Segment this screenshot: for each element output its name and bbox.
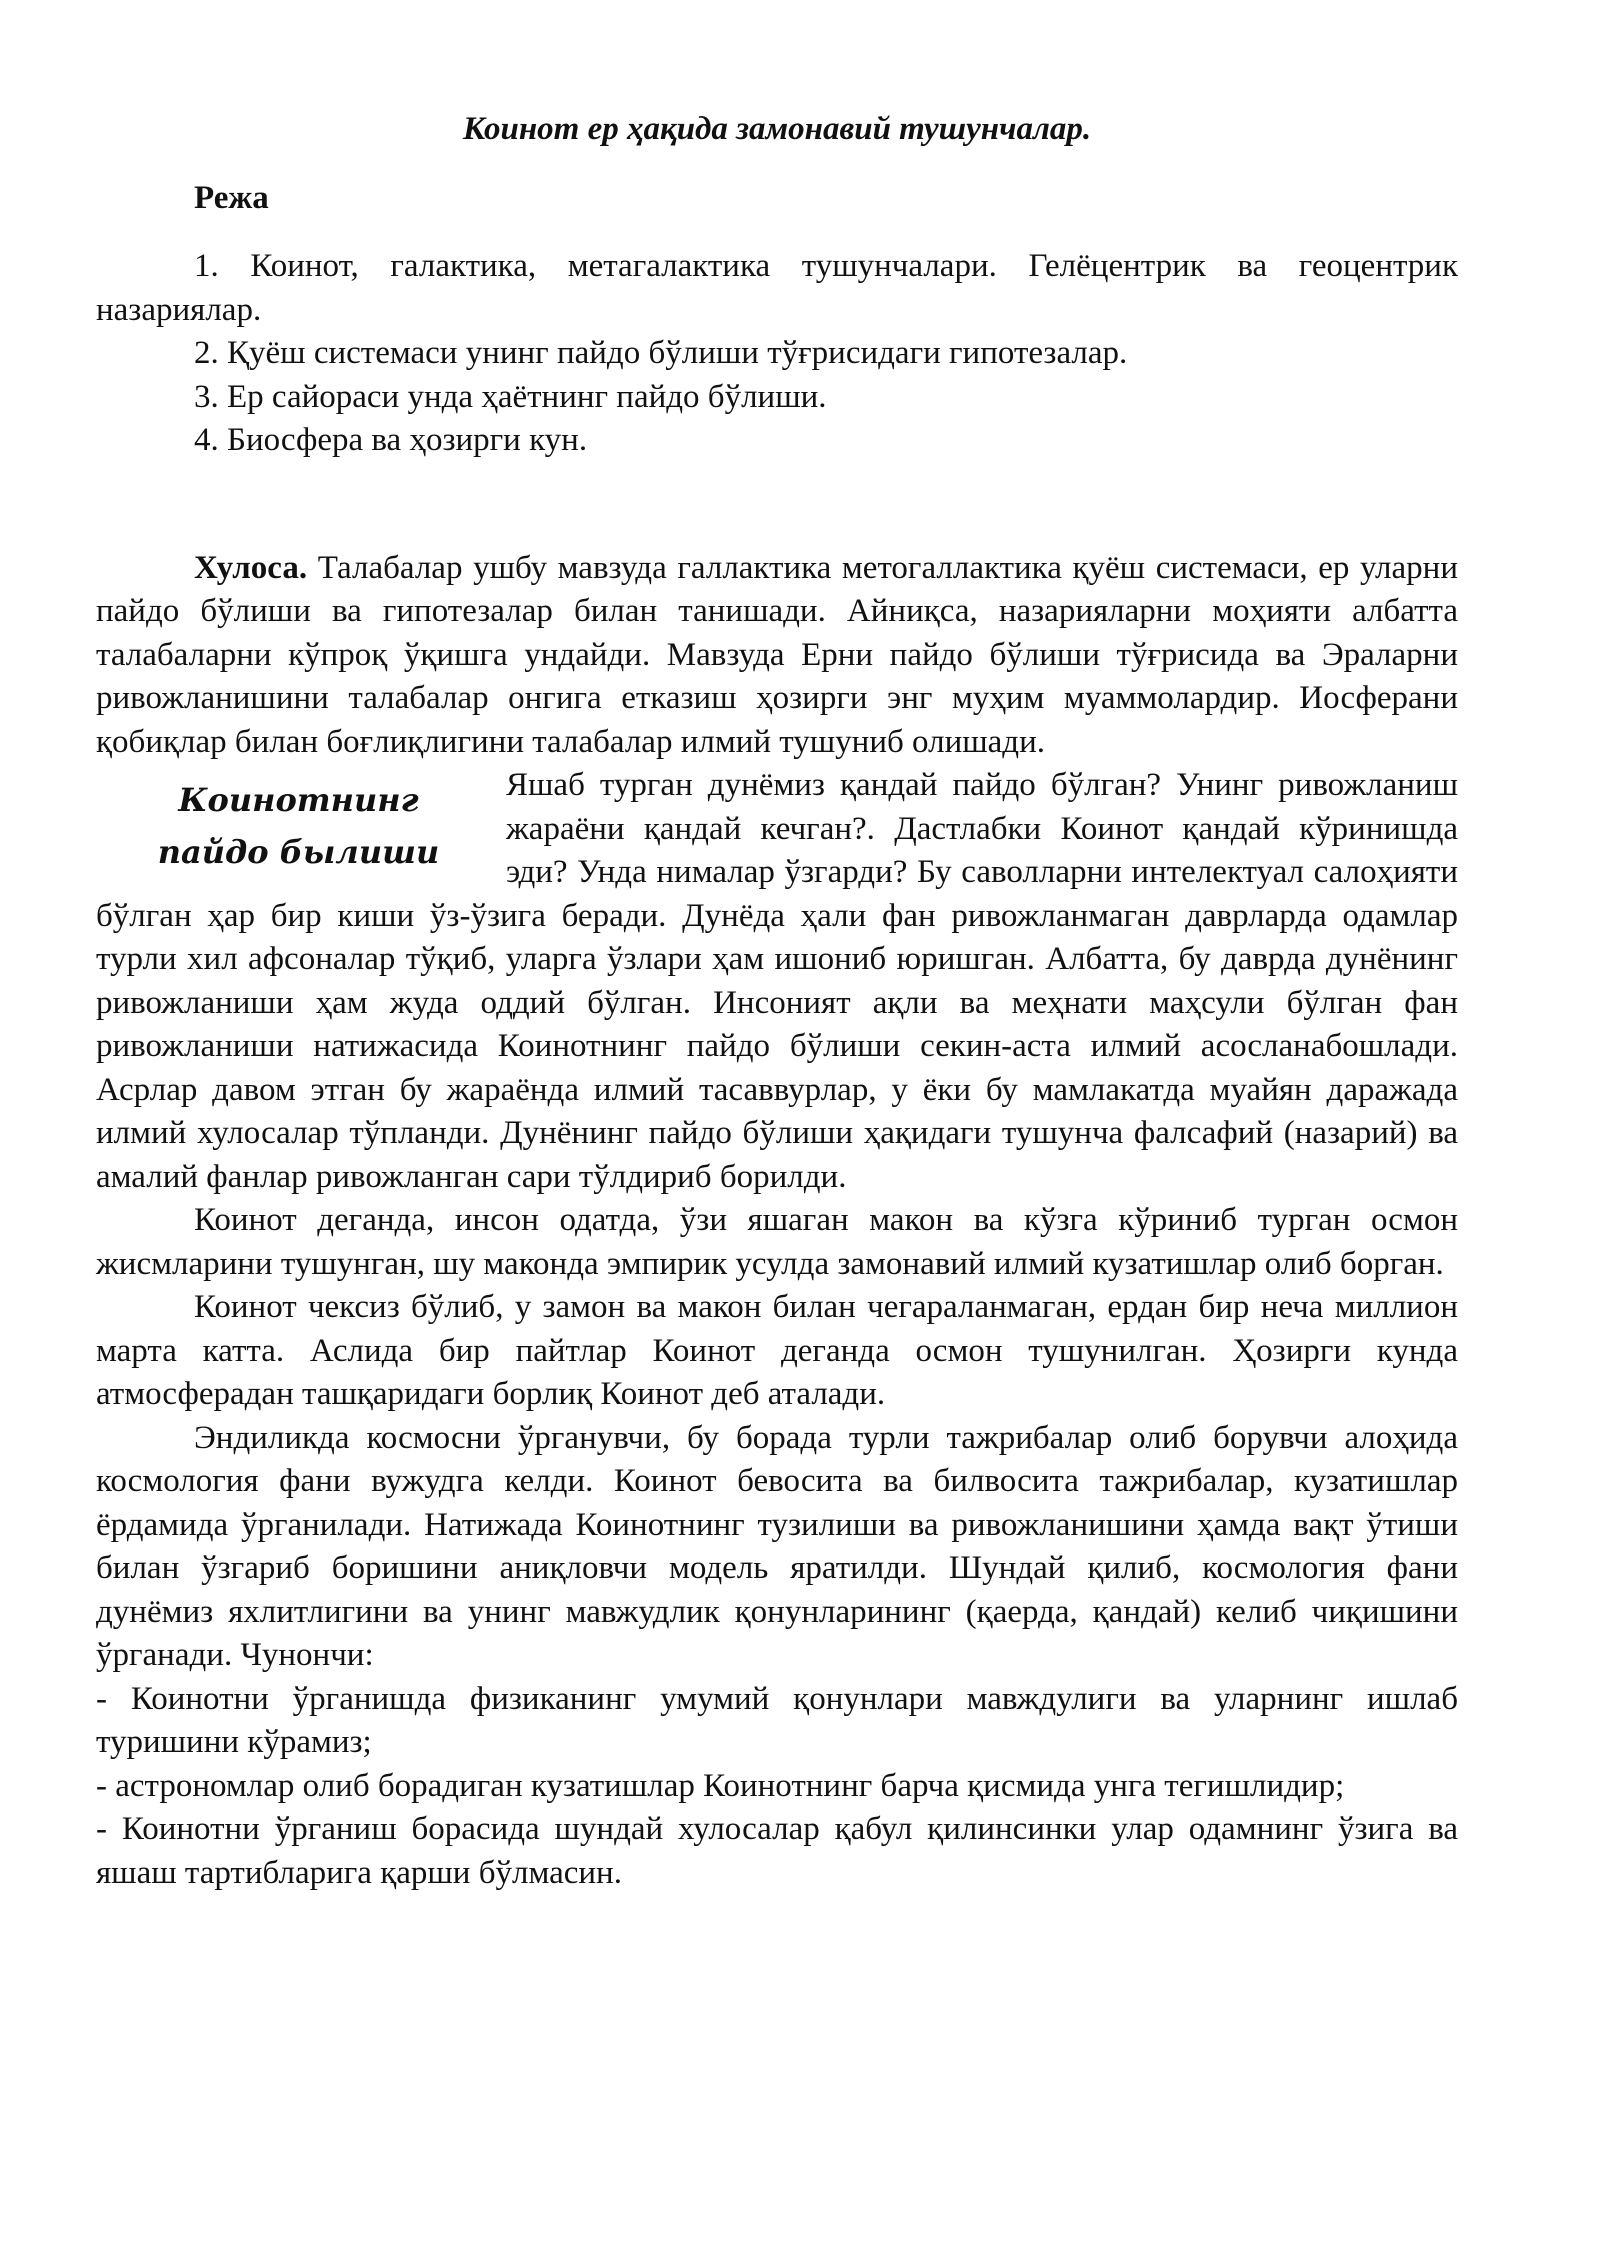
- conclusion-paragraph: [96, 547, 1458, 765]
- body-paragraph-3: Коинот чексиз бўлиб, у замон ва макон билан чегараланмаган, ердан бир неча миллион марта катта. Аслида бир пайтлар Коинот деганда осмон тушунилган. Ҳозирги кунда атмосферадан ташқаридаги борлиқ Коинот деб аталади.: [96, 1289, 1458, 1412]
- conclusion-label: Хулоса.: [194, 549, 308, 586]
- document-page: [96, 108, 1458, 1895]
- document-title: Коинот ер ҳақида замонавий тушунчалар.: [462, 111, 1092, 147]
- body-paragraph-2: Коинот деганда, инсон одатда, ўзи яшаган макон ва кўзга кўриниб турган осмон жисмларини тушунган, шу маконда эмпирик усулда замонавий илмий кузатишлар олиб борган.: [96, 1202, 1458, 1282]
- plan-item-1: 1. Коинот, галактика, метагалактика тушунчалари. Гелёцентрик ва геоцентрик назариялар.: [96, 248, 1458, 328]
- body-paragraph-4: Эндиликда космосни ўрганувчи, бу борада турли тажрибалар олиб борувчи алоҳида космология фани вужудга келди. Коинот бевосита ва билвосита тажрибалар, кузатишлар ёрдамида ўрганилади. Натижада Коинотнинг тузилиши ва ривожланишини ҳамда вақт ўтиши билан ўзгариб боришини аниқловчи модель яратилди. Шундай қилиб, космология фани дунёмиз яхлитлигини ва унинг мавжудлик қонунларининг (қаерда, қандай) келиб чиқишини ўрганади. Чунончи:: [96, 1419, 1458, 1673]
- plan-heading: Режа: [194, 179, 269, 216]
- conclusion-text: Талабалар ушбу мавзуда галлактика метогаллактика қуёш системаси, ер уларни пайдо бўлиши ва гипотезалар билан танишади. Айниқса, назарияларни моҳияти албатта талабаларни кўпроқ ўқишга ундайди. Мавзуда Ерни пайдо бўлиши тўғрисида ва Эраларни ривожланишини талабалар онгига етказиш ҳозирги энг муҳим муаммолардир. Иосферани қобиқлар билан боғлиқлигини талабалар илмий тушуниб олишади.: [96, 549, 1458, 760]
- section-heading-line-1: Коинотнинг: [178, 781, 419, 819]
- section-heading-line-2: пайдо былиши: [157, 833, 440, 871]
- section-heading: [96, 774, 501, 878]
- plan-item-3: 3. Ер сайораси унда ҳаётнинг пайдо бўлиши.: [194, 378, 827, 415]
- body-paragraph-1: Яшаб турган дунёмиз қандай пайдо бўлган? Унинг ривожланиш жараёни қандай кечган?. Дастлабки Коинот қандай кўринишда эди? Унда нималар ўзгарди? Бу саволларни интелектуал салоҳияти бўлган ҳар бир киши ўз-ўзига беради. Дунёда ҳали фан ривожланмаган даврларда одамлар турли хил афсоналар тўқиб, уларга ўзлари ҳам ишониб юришган. Албатта, бу даврда дунёнинг ривожланиши ҳам жуда оддий бўлган. Инсоният ақли ва меҳнати маҳсули бўлган фан ривожланиши натижасида Коинотнинг пайдо бўлиши секин-аста илмий асосланабошлади. Асрлар давом этган бу жараёнда илмий тасаввурлар, у ёки бу мамлакатда муайян даражада илмий хулосалар тўпланди. Дунёнинг пайдо бўлиши ҳақидаги тушунча фалсафий (назарий) ва амалий фанлар ривожланган сари тўлдириб борилди.: [96, 767, 1458, 1195]
- plan-item-2: 2. Қуёш системаси унинг пайдо бўлиши тўғрисидаги гипотезалар.: [194, 335, 1128, 371]
- plan-list: [96, 245, 1458, 463]
- bullet-item-3: - Коинотни ўрганиш борасида шундай хулосалар қабул қилинсинки улар одамнинг ўзига ва яшаш тартибларига қарши бўлмасин.: [96, 1811, 1458, 1891]
- bullet-item-2: - астрономлар олиб борадиган кузатишлар Коинотнинг барча қисмида унга тегишлидир;: [96, 1767, 1345, 1804]
- bullet-item-1: - Коинотни ўрганишда физиканинг умумий қонунлари мавждулиги ва уларнинг ишлаб туришини кўрамиз;: [96, 1680, 1458, 1760]
- plan-item-4: 4. Биосфера ва ҳозирги кун.: [194, 422, 588, 458]
